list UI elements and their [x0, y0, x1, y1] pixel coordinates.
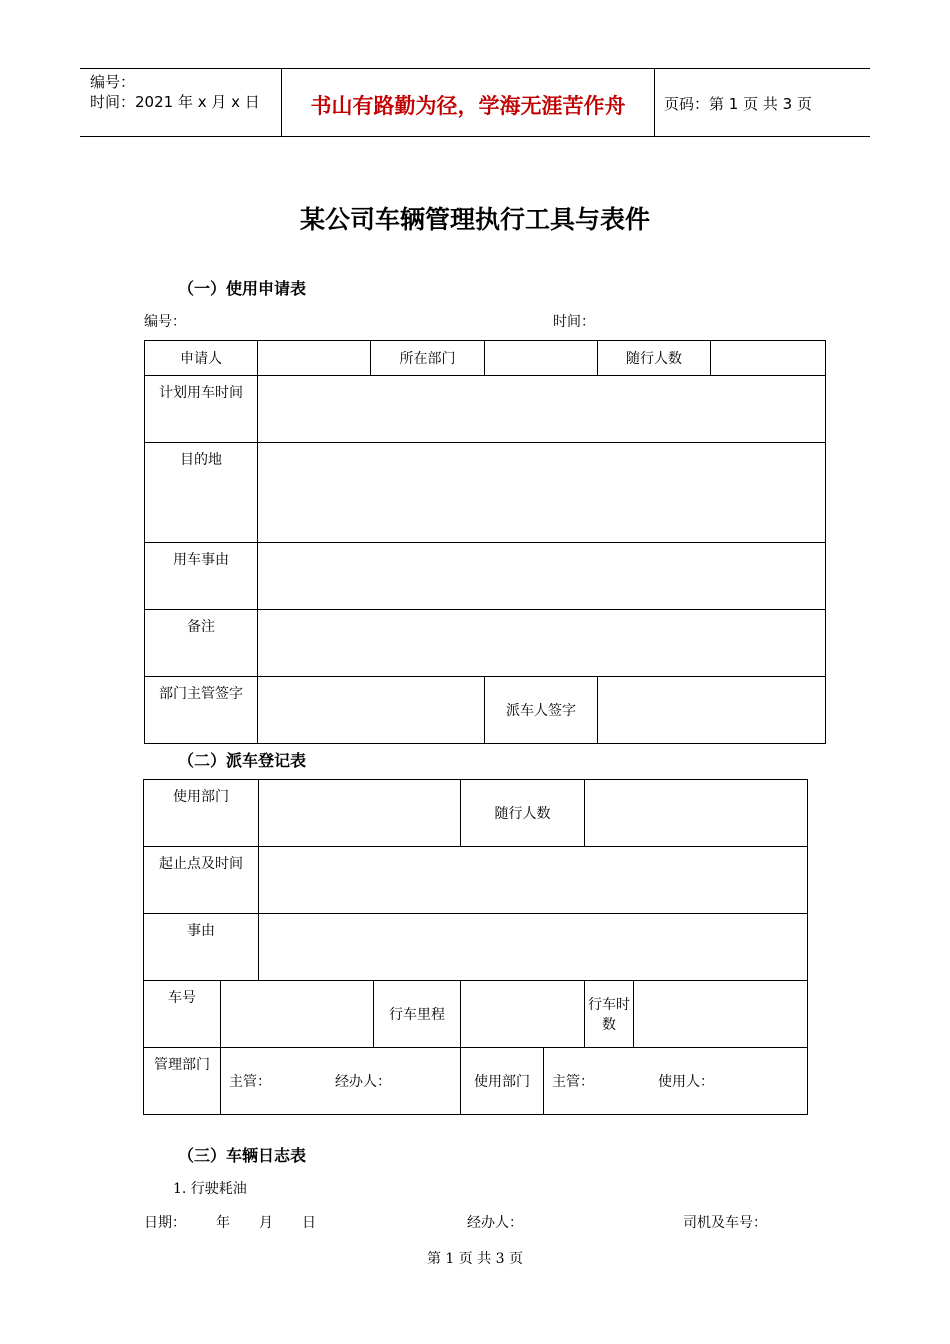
using-dept2-label: 使用部门 — [461, 1048, 544, 1115]
hours-label: 行车时数 — [585, 981, 634, 1048]
supervisor2-label: 主管： — [552, 1074, 595, 1090]
car-number-field[interactable] — [221, 981, 374, 1048]
user-label: 使用人： — [658, 1074, 715, 1090]
header-page-info: 页码：第 1 页 共 3 页 — [664, 95, 812, 113]
route-time-label: 起止点及时间 — [144, 847, 259, 914]
mileage-field[interactable] — [461, 981, 585, 1048]
car-number-label: 车号 — [144, 981, 221, 1048]
dispatch-register-table — [143, 779, 808, 1115]
usage-application-table — [144, 340, 826, 744]
using-dept-field[interactable] — [259, 780, 461, 847]
header-motto: 书山有路勤为径，学海无涯苦作舟 — [310, 94, 626, 118]
mileage-label: 行车里程 — [374, 981, 461, 1048]
applicant-field[interactable] — [258, 341, 371, 376]
planned-time-label: 计划用车时间 — [145, 376, 258, 443]
section1-number-label: 编号： — [144, 314, 186, 330]
section2-heading: （二）派车登记表 — [178, 751, 307, 770]
header-time-label: 时间：2021 年 x 月 x 日 — [90, 93, 260, 111]
user-sign-field[interactable] — [544, 1048, 808, 1115]
mgmt-sign-field[interactable] — [221, 1048, 461, 1115]
section1-heading: （一）使用申请表 — [178, 279, 307, 298]
using-dept-label: 使用部门 — [144, 780, 259, 847]
hours-field[interactable] — [634, 981, 808, 1048]
dispatch-reason-field[interactable] — [259, 914, 808, 981]
manager-sign-label: 部门主管签字 — [145, 677, 258, 744]
header-meta — [90, 72, 260, 112]
log-handler-label: 经办人： — [467, 1215, 523, 1231]
manager-sign-field[interactable] — [258, 677, 485, 744]
companions2-field[interactable] — [585, 780, 808, 847]
header-divider-2 — [654, 68, 655, 136]
section1-time-label: 时间： — [553, 314, 595, 330]
fuel-item: 1. 行驶耗油 — [173, 1181, 247, 1197]
log-date-label: 日期： — [144, 1215, 186, 1231]
mgmt-dept-label: 管理部门 — [144, 1048, 221, 1115]
companions2-label: 随行人数 — [461, 780, 585, 847]
log-driver-car-label: 司机及车号： — [683, 1215, 767, 1231]
header-top-rule — [80, 68, 870, 69]
companions-label: 随行人数 — [598, 341, 711, 376]
route-time-field[interactable] — [259, 847, 808, 914]
reason-label: 用车事由 — [145, 543, 258, 610]
dispatcher-sign-field[interactable] — [598, 677, 826, 744]
destination-field[interactable] — [258, 443, 826, 543]
header-bottom-rule — [80, 136, 870, 137]
document-title: 某公司车辆管理执行工具与表件 — [299, 205, 650, 234]
log-year-label: 年 — [216, 1215, 230, 1231]
companions-field[interactable] — [711, 341, 826, 376]
planned-time-field[interactable] — [258, 376, 826, 443]
remarks-field[interactable] — [258, 610, 826, 677]
log-month-label: 月 — [259, 1215, 273, 1231]
department-label: 所在部门 — [371, 341, 485, 376]
dispatch-reason-label: 事由 — [144, 914, 259, 981]
remarks-label: 备注 — [145, 610, 258, 677]
supervisor-label: 主管： — [229, 1074, 271, 1090]
destination-label: 目的地 — [145, 443, 258, 543]
handler-label: 经办人： — [335, 1074, 391, 1090]
log-day-label: 日 — [302, 1215, 316, 1231]
applicant-label: 申请人 — [145, 341, 258, 376]
section3-heading: （三）车辆日志表 — [178, 1146, 307, 1165]
department-field[interactable] — [485, 341, 598, 376]
reason-field[interactable] — [258, 543, 826, 610]
page-footer: 第 1 页 共 3 页 — [426, 1251, 524, 1267]
dispatcher-sign-label: 派车人签字 — [485, 677, 598, 744]
header-number-label: 编号： — [90, 73, 136, 91]
